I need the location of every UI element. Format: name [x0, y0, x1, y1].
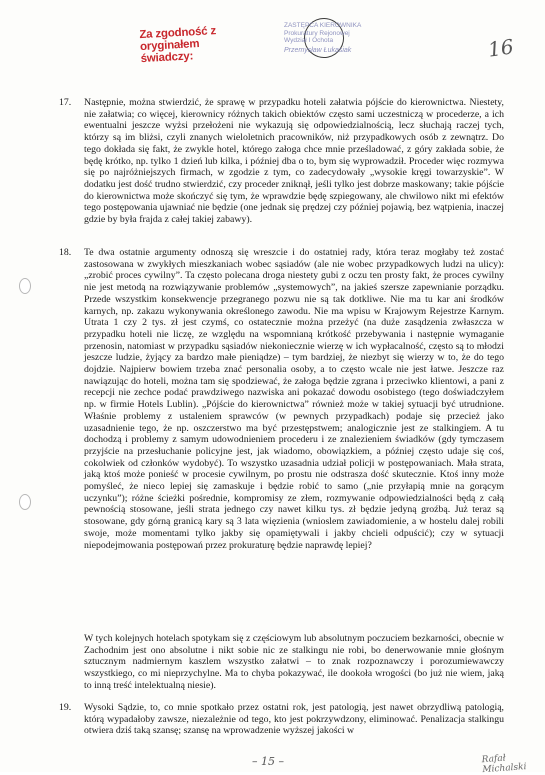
certified-copy-stamp — [139, 23, 261, 65]
certified-copy-stamp-line-1: Za zgodność z oryginałem — [139, 25, 217, 54]
prosecutor-stamp — [284, 22, 380, 70]
paragraph-number: 19. — [59, 702, 72, 713]
prosecutor-stamp-line-1: ZASTĘPCA KIEROWNIKA — [284, 22, 362, 29]
punch-hole-icon — [19, 278, 31, 294]
paragraph-number: 18. — [59, 247, 72, 258]
prosecutor-stamp-line-2: Prokuratury Rejonowej — [284, 29, 350, 37]
paragraph-text: Wysoki Sądzie, to, co mnie spotkało przez ostatni rok, jest patologią, jest nawet obrzydliwą patologią, którą wypadałoby zawsze, niezależnie od tego, kto jest pokrzywdzony, eliminować. Penalizacja stalkingu otwiera dziś taką szansę; szansę na wprowadzenie wyższej jakości w — [84, 702, 504, 737]
footer-page-number: – 15 – — [252, 755, 284, 768]
paragraph-number: 17. — [59, 97, 72, 108]
paragraph-text: W tych kolejnych hotelach spotykam się z częściowym lub absolutnym poczuciem bezkarności, obecnie w Zachodnim jest ono absolutne i nikt sobie nic ze stalkingu nie robi, bo denerwowanie mnie głośnym sztucznym nadmiernym kaszlem wszystko załatwi – to znak rozpoznawczy i porozumiewawczy wszystkiego, co mi nieprzychylne. Ma to chyba pokazywać, ile dookoła wrogości (bo już nie wiem, jaką to inną treść intelektualną niesie). — [84, 633, 504, 691]
paragraph-text: Te dwa ostatnie argumenty odnoszą się wreszcie i do ostatniej rady, która teraz mogłaby też zostać zastosowana w zwykłych mieszkaniach wobec sąsiadów (ale nie wobec przypadkowych ludzi na ulicy): „zrobić proces cywilny”. Ta często polecana droga niestety gubi z oczu ten prosty fakt, że proces cywilny nie jest metodą na rozwiązywanie problemów „systemowych”, na jakieś szersze zapewnianie porządku. Przede wszystkim konsekwencje przegranego pozwu nie są tak dotkliwe. Nie ma tu kar ani środków karnych, np. zakazu wykonywania określonego zawodu. Nie ma wpisu w Krajowym Rejestrze Karnym. Utrata 1 czy 2 tys. zł jest czymś, co ostatecznie można przeżyć (na duże zasądzenia zwłaszcza w przypadku hoteli nie liczę, ze względu na wspomnianą krótkość przebywania i następnie wymaganie przenosin, natomiast w przypadku sąsiadów niekoniecznie wierzę w ich wypłacalność, często są to młodzi jeszcze ludzie, żyjący za bardzo małe pieniądze) – tym bardziej, że niezbyt się wierzy w to, że do tego dojdzie. Najpierw bowiem trzeba znać personalia osoby, a to często wcale nie jest łatwe. Jeszcze raz nawiązując do hoteli, można tam się spodziewać, że załoga będzie zgrana i przeciwko klientowi, a pani z recepcji nie zechce podać prawdziwego nazwiska ani pokazać dowodu osobistego (tego doświadczyłem np. w firmie Hotels Lublin). „Pójście do kierownictwa” również może w takiej sytuacji być utrudnione. Właśnie problemy z ustaleniem sprawców (w pewnych przypadkach) podaje się przecież jako uzasadnienie tego, że np. oszczerstwo ma być przestępstwem; analogicznie jest ze stalkingiem. A tu dochodzą i problemy z samym udowodnieniem procederu i ze znalezieniem świadków (gdy tymczasem przyjście na przesłuchanie policyjne jest, jak wiadomo, obowiązkiem, a później często udaje się coś, cokolwiek od członków wydobyć). To wszystko uzasadnia udział policji w postępowaniach. Mała strata, jaką ktoś może ponieść w procesie cywilnym, po prostu nie odstrasza dość skutecznie. Ktoś inny może pomyśleć, że nieco lepiej się zamaskuje i będzie robić to samo („nie przyłapią mnie na gorącym uczynku”); różne ścieżki pośrednie, kompromisy ze złem, rozmywanie odpowiedzialności będą z całą pewnością stosowane, jeśli strata jednego czy nawet kilku tys. zł będzie jedyną groźbą. Już teraz są stosowane, gdy górną granicą kary są 3 lata więzienia (wnioslem zawiadomienie, a w hostelu dalej robili swoje, może momentami tylko jakby się opamiętywali i jakby chcieli odpuścić); czy w sytuacji niepodejmowania postępowań przez prokuraturę będzie naprawdę lepiej? — [84, 247, 504, 551]
prosecutor-stamp-line-3: Wydział I Ochota — [284, 37, 334, 44]
prosecutor-stamp-signature: Przemysław Łukasiak — [284, 46, 352, 54]
paragraph-19 — [59, 702, 504, 737]
footer-signature: Rafał Michalski — [481, 753, 527, 775]
paragraph-18 — [59, 247, 504, 551]
punch-hole-icon — [19, 494, 31, 510]
handwritten-page-number: 16 — [486, 34, 515, 62]
paragraph-continuation — [84, 633, 504, 692]
paragraph-17 — [59, 97, 504, 226]
certified-copy-stamp-line-2: świadczy: — [140, 50, 194, 66]
paragraph-text: Następnie, można stwierdzić, że sprawę w przypadku hoteli załatwia pójście do kierownictwa. Niestety, nie załatwia; co więcej, kierownicy różnych takich obiektów często sami uczestniczą w procederze, a ich ewentualni jeszcze wyżsi przełożeni nie wykazują się odpowiedzialnością, lecz słuchają raczej tych, którzy są im bliżsi, czyli znanych wieloletnich pracowników, niż przypadkowych osób z zewnątrz. Do tego dokłada się fakt, że zwykle hotel, którego załoga chce mnie prześladować, z góry zakłada sobie, że będę krótko, np. tylko 1 dzień lub kilka, i później dba o to, bym się wyprowadził. Proceder więc rozmywa się po najróżniejszych firmach, w zgodzie z tym, co zadecydowały „wysokie kręgi towarzyskie”. W dodatku jest dość trudno stwierdzić, czy proceder zniknął, jeśli tylko jest dobrze maskowany; takie pójście do kierownictwa może skończyć się tym, że wprawdzie będę szpiegowany, ale chwilowo nikt mi efektów tego postępowania ujawniać nie będzie (one jednak się prędzej czy później pojawią, bez wątpienia, inaczej gdzie by była frajda z całej takiej zabawy). — [84, 97, 504, 226]
